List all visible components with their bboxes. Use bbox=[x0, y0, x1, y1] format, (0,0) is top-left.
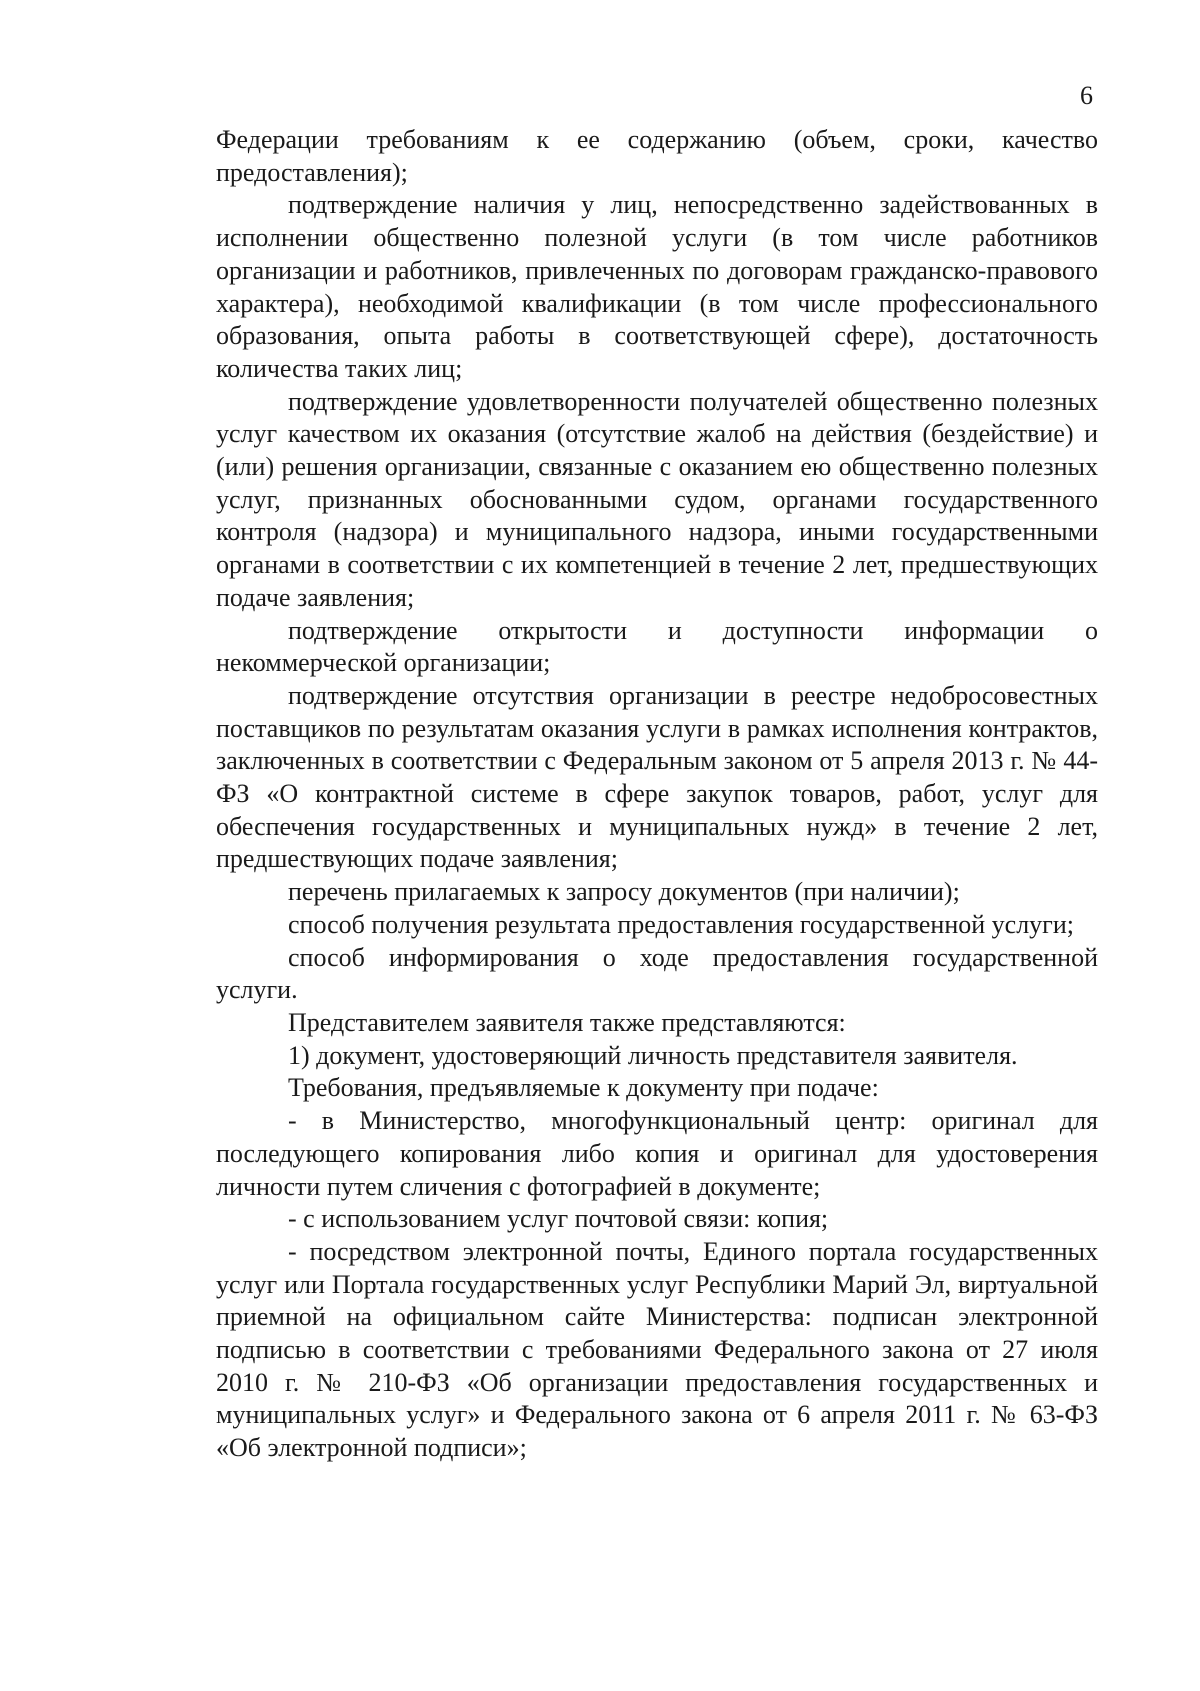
paragraph-satisfaction: подтверждение удовлетворенности получателей общественно полезных услуг качеством их оказания (отсутствие жалоб на действия (бездействие) и (или) решения организации, связанные с оказанием ею общественно полезных услуг, признанных обоснованными судом, органами государственного контроля (надзора) и муниципального надзора, иными государственными органами в соответствии с их компетенцией в течение 2 лет, предшествующих подаче заявления; bbox=[216, 386, 1098, 612]
paragraph-registry: подтверждение отсутствия организации в реестре недобросовестных поставщиков по результатам оказания услуги в рамках исполнения контрактов, заключенных в соответствии с Федеральным законом от 5 апреля 2013 г. № 44-ФЗ «О контрактной системе в сфере закупок товаров, работ, услуг для обеспечения государственных и муниципальных нужд» в течение 2 лет, предшествующих подаче заявления; bbox=[216, 680, 1098, 874]
paragraph-postal-submission: - с использованием услуг почтовой связи: копия; bbox=[288, 1204, 829, 1234]
paragraph-requirements: Требования, предъявляемые к документу при подаче: bbox=[288, 1073, 879, 1103]
paragraph-electronic-submission: - посредством электронной почты, Единого портала государственных услуг или Портала государственных услуг Республики Марий Эл, виртуальной приемной на официальном сайте Министерства: подписан электронной подписью в соответствии с требованиями Федерального закона от 27 июля 2010 г. № 210-ФЗ «Об организации предоставления государственных и муниципальных услуг» и Федерального закона от 6 апреля 2011 г. № 63-ФЗ «Об электронной подписи»; bbox=[216, 1236, 1098, 1463]
paragraph-identity-document: 1) документ, удостоверяющий личность представителя заявителя. bbox=[288, 1040, 1018, 1070]
paragraph-continuation: Федерации требованиям к ее содержанию (объем, сроки, качество предоставления); bbox=[216, 125, 1098, 187]
paragraph-info-method: способ информирования о ходе предоставления государственной услуги. bbox=[216, 942, 1098, 1005]
document-body bbox=[216, 124, 1098, 1465]
paragraph-ministry-submission: - в Министерство, многофункциональный центр: оригинал для последующего копирования либо копия и оригинал для удостоверения личности путем сличения с фотографией в документе; bbox=[216, 1106, 1098, 1201]
paragraph-documents-list: перечень прилагаемых к запросу документов (при наличии); bbox=[288, 877, 960, 907]
paragraph-openness: подтверждение открытости и доступности информации о некоммерческой организации; bbox=[216, 615, 1098, 678]
paragraph-result-method: способ получения результата предоставления государственной услуги; bbox=[288, 909, 1074, 939]
paragraph-representative: Представителем заявителя также представляются: bbox=[288, 1007, 846, 1037]
paragraph-qualification: подтверждение наличия у лиц, непосредственно задействованных в исполнении общественно полезной услуги (в том числе работников организации и работников, привлеченных по договорам гражданско-правового характера), необходимой квалификации (в том числе профессионального образования, опыта работы в соответствующей сфере), достаточность количества таких лиц; bbox=[216, 190, 1098, 383]
page-number: 6 bbox=[1080, 81, 1093, 110]
